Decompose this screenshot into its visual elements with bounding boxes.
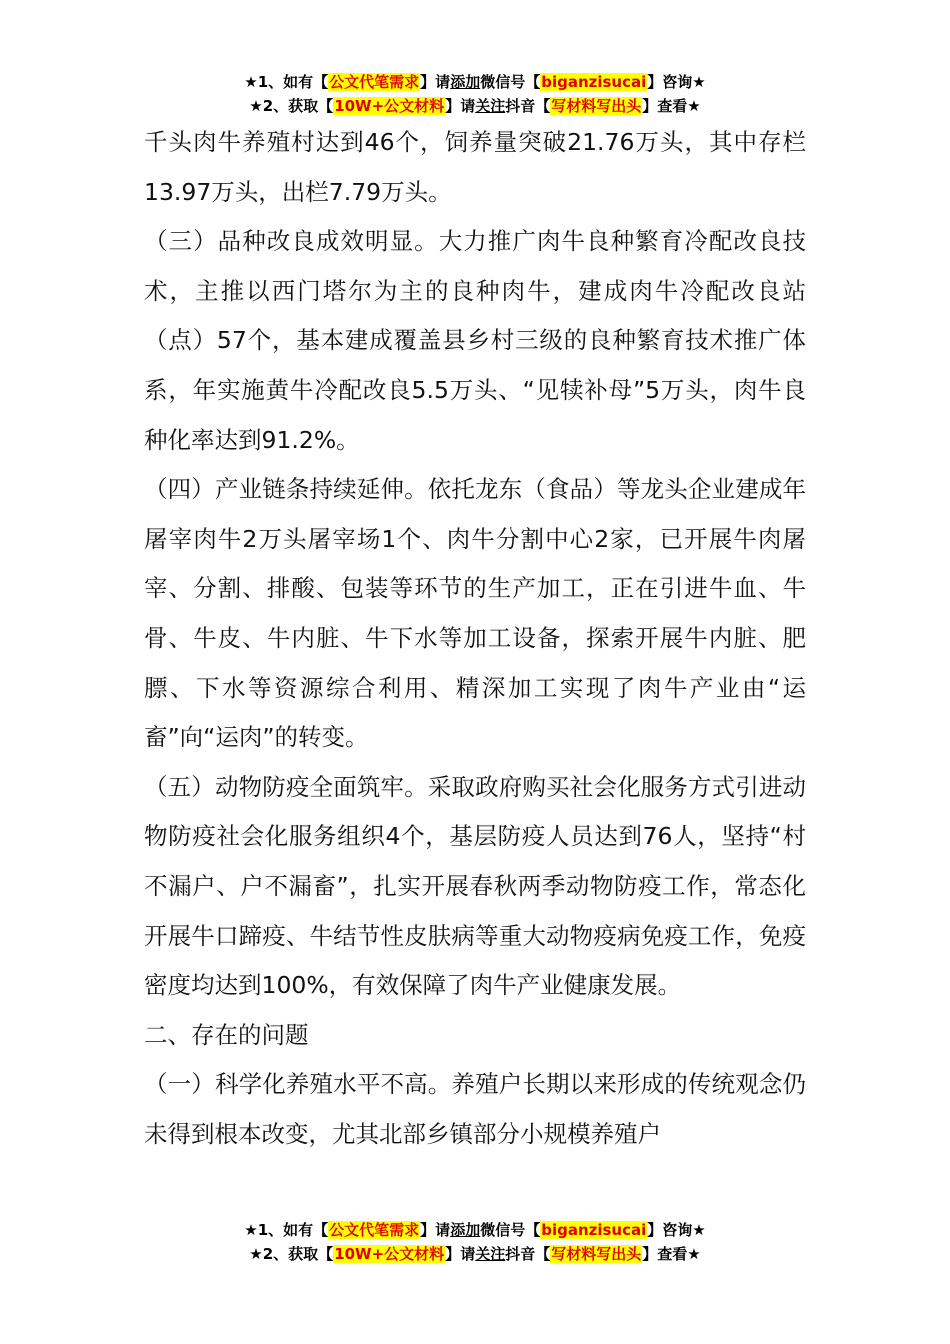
banner-text: 微信号【 (480, 1221, 541, 1239)
banner-underlined: 关注 (475, 97, 506, 115)
paragraph-continuation: 千头肉牛养殖村达到46个，饲养量突破21.76万头，其中存栏13.97万头，出栏7.79万头。 (144, 128, 806, 206)
banner-text: 】请 (420, 1221, 451, 1239)
banner-text: 】请 (445, 1245, 476, 1263)
banner-highlight: 公文代笔需求 (329, 73, 420, 91)
banner-text: ★2、获取【 (249, 1245, 334, 1263)
banner-highlight: 写材料写出头 (551, 97, 642, 115)
banner-text: 抖音【 (505, 1245, 551, 1263)
banner-line-2 (0, 94, 950, 118)
banner-highlight: biganzisucai (541, 73, 647, 91)
banner-text: ★2、获取【 (249, 97, 334, 115)
banner-highlight: 公文代笔需求 (329, 1221, 420, 1239)
document-body (144, 118, 806, 1159)
banner-text: 抖音【 (505, 97, 551, 115)
banner-text: ★1、如有【 (244, 1221, 329, 1239)
banner-underlined: 添加 (450, 73, 481, 91)
banner-text: 】咨询★ (647, 1221, 706, 1239)
banner-highlight: 10W+公文材料 (334, 1245, 445, 1263)
paragraph-breed-improvement: （三）品种改良成效明显。大力推广肉牛良种繁育冷配改良技术，主推以西门塔尔为主的良种肉牛，建成肉牛冷配改良站（点）57个，基本建成覆盖县乡村三级的良种繁育技术推广体系，年实施黄牛冷配改良5.5万头、“见犊补母”5万头，肉牛良种化率达到91.2%。 (144, 227, 806, 454)
banner-highlight: biganzisucai (541, 1221, 647, 1239)
banner-text: 微信号【 (480, 73, 541, 91)
banner-highlight: 10W+公文材料 (334, 97, 445, 115)
banner-underlined: 关注 (475, 1245, 506, 1263)
banner-text: 】查看★ (642, 97, 701, 115)
paragraph-epidemic-prevention: （五）动物防疫全面筑牢。采取政府购买社会化服务方式引进动物防疫社会化服务组织4个，基层防疫人员达到76人，坚持“村不漏户、户不漏畜”，扎实开展春秋两季动物防疫工作，常态化开展牛口蹄疫、牛结节性皮肤病等重大动物疫病免疫工作，免疫密度均达到100%，有效保障了肉牛产业健康发展。 (144, 772, 806, 1000)
banner-text: 】咨询★ (647, 73, 706, 91)
header-banner (0, 70, 950, 118)
banner-line-2 (0, 1242, 950, 1266)
banner-underlined: 添加 (450, 1221, 481, 1239)
paragraph-scientific-breeding: （一）科学化养殖水平不高。养殖户长期以来形成的传统观念仍未得到根本改变，尤其北部乡镇部分小规模养殖户 (144, 1070, 806, 1148)
banner-text: 】查看★ (642, 1245, 701, 1263)
banner-line-1 (0, 1218, 950, 1242)
paragraph-industry-chain: （四）产业链条持续延伸。依托龙东（食品）等龙头企业建成年屠宰肉牛2万头屠宰场1个、肉牛分割中心2家，已开展牛肉屠宰、分割、排酸、包装等环节的生产加工，正在引进牛血、牛骨、牛皮、牛内脏、牛下水等加工设备，探索开展牛内脏、肥膘、下水等资源综合利用、精深加工实现了肉牛产业由“运畜”向“运肉”的转变。 (144, 475, 806, 752)
section-heading-problems: 二、存在的问题 (144, 1020, 309, 1049)
banner-text: ★1、如有【 (244, 73, 329, 91)
footer-banner (0, 1218, 950, 1266)
banner-text: 】请 (445, 97, 476, 115)
banner-highlight: 写材料写出头 (551, 1245, 642, 1263)
banner-text: 】请 (420, 73, 451, 91)
banner-line-1 (0, 70, 950, 94)
